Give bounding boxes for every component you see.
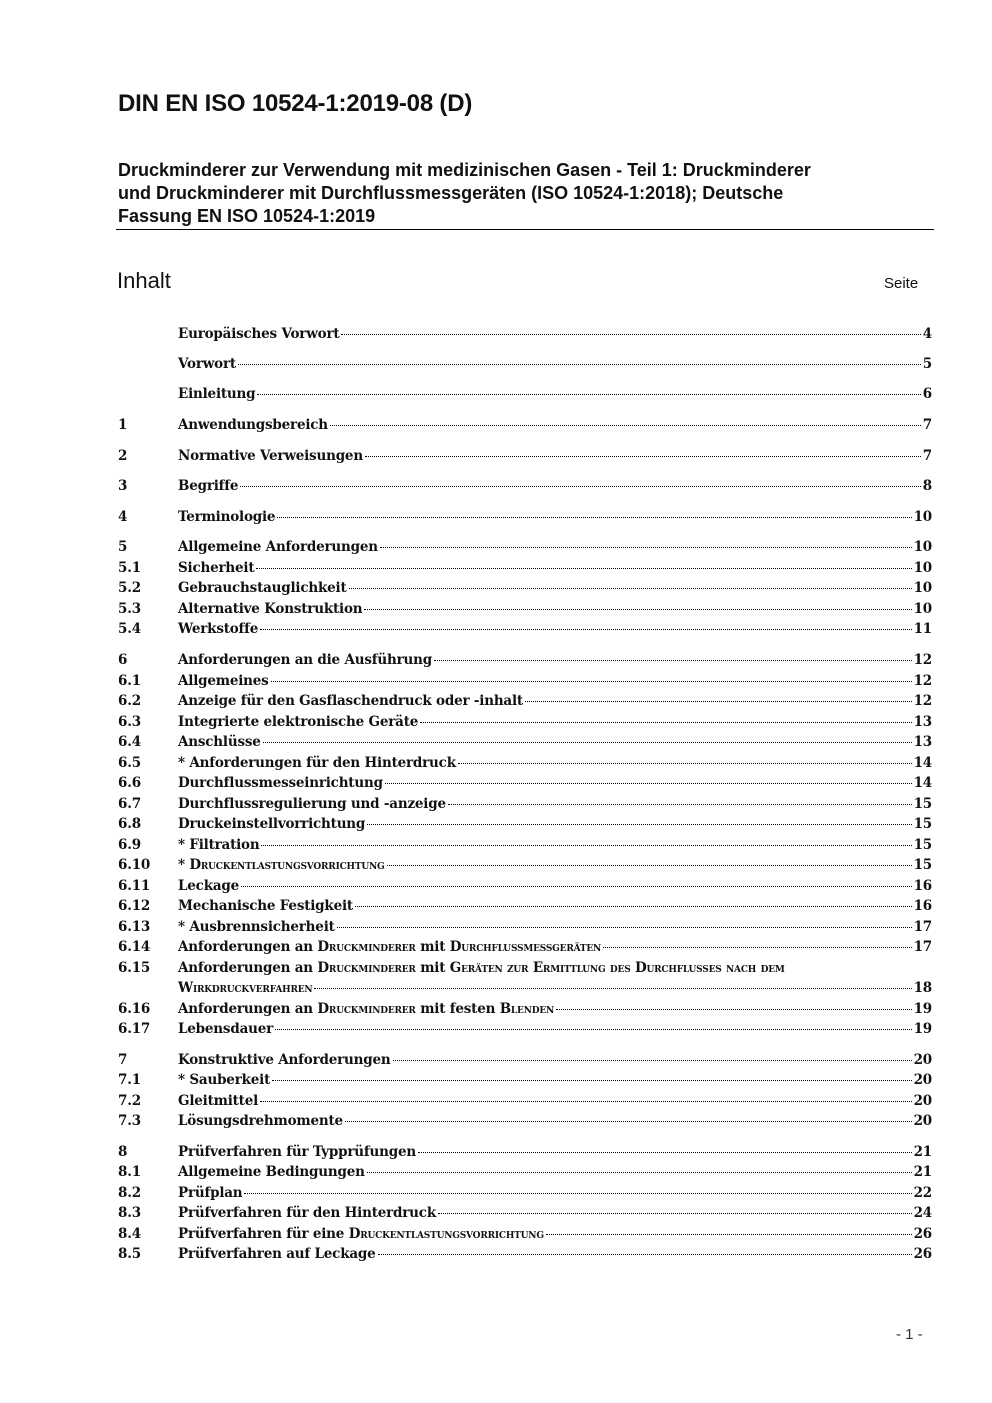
toc-entry[interactable] <box>118 356 932 376</box>
toc-entry[interactable] <box>118 1021 932 1041</box>
toc-leader-dots <box>387 865 912 866</box>
toc-entry-number: 6.17 <box>118 1021 151 1037</box>
toc-entry[interactable] <box>118 1001 932 1021</box>
toc-entry-page: 20 <box>913 1093 932 1109</box>
toc-entry-title: Alternative Konstruktion <box>178 601 363 617</box>
toc-leader-dots <box>272 1080 911 1081</box>
toc-entry[interactable] <box>118 919 932 939</box>
toc-leader-dots <box>241 886 912 887</box>
toc-entry[interactable] <box>118 837 932 857</box>
toc-entry[interactable] <box>118 509 932 529</box>
toc-entry-number: 6.12 <box>118 898 151 914</box>
toc-leader-dots <box>314 988 911 989</box>
toc-leader-dots <box>556 1009 912 1010</box>
toc-leader-dots <box>364 609 911 610</box>
toc-leader-dots <box>238 364 921 365</box>
toc-leader-dots <box>448 804 912 805</box>
toc-entry-page: 21 <box>913 1164 932 1180</box>
toc-entry-number: 8.5 <box>118 1246 141 1262</box>
toc-leader-dots <box>367 824 911 825</box>
toc-entry[interactable] <box>118 1144 932 1164</box>
toc-entry-number: 7 <box>118 1052 128 1068</box>
toc-entry-title: Terminologie <box>178 509 276 525</box>
toc-entry-title: * Sauberkeit <box>178 1072 271 1088</box>
toc-entry-page: 15 <box>913 816 932 832</box>
toc-entry-number: 8 <box>118 1144 128 1160</box>
toc-entry-title: Allgemeine Anforderungen <box>178 539 378 555</box>
toc-leader-dots <box>385 783 912 784</box>
toc-entry-title: Durchflussregulierung und -anzeige <box>178 796 446 812</box>
toc-entry[interactable] <box>118 1185 932 1205</box>
toc-entry-page: 22 <box>913 1185 932 1201</box>
document-subtitle <box>118 159 918 228</box>
toc-entry-page: 20 <box>913 1052 932 1068</box>
document-title: DIN EN ISO 10524-1:2019-08 (D) <box>118 90 473 117</box>
toc-entry-title: Prüfverfahren auf Leckage <box>178 1246 376 1262</box>
toc-entry[interactable] <box>118 580 932 600</box>
toc-entry-title: Anschlüsse <box>178 734 261 750</box>
toc-leader-dots <box>244 1193 911 1194</box>
toc-leader-dots <box>546 1234 912 1235</box>
toc-entry-title: Anforderungen an Druckminderer mit Durchflussmessgeräten <box>178 939 602 955</box>
toc-entry-page: 17 <box>913 939 932 955</box>
toc-entry[interactable] <box>118 714 932 734</box>
toc-entry-page: 15 <box>913 857 932 873</box>
toc-entry-title: Anforderungen an Druckminderer mit festen Blenden <box>178 1001 555 1017</box>
toc-leader-dots <box>345 1121 912 1122</box>
toc-entry[interactable] <box>118 1164 932 1184</box>
toc-entry-page: 26 <box>913 1246 932 1262</box>
toc-leader-dots <box>355 906 912 907</box>
toc-leader-dots <box>438 1213 912 1214</box>
toc-heading: Inhalt <box>117 268 171 293</box>
toc-entry-page: 12 <box>913 693 932 709</box>
toc-entry-page: 21 <box>913 1144 932 1160</box>
toc-leader-dots <box>393 1060 912 1061</box>
toc-entry[interactable] <box>118 652 932 672</box>
toc-entry[interactable] <box>118 417 932 437</box>
toc-leader-dots <box>330 425 921 426</box>
toc-entry[interactable] <box>118 857 932 877</box>
toc-entry[interactable] <box>118 1205 932 1225</box>
toc-entry-number: 6.9 <box>118 837 141 853</box>
toc-entry-page: 19 <box>913 1021 932 1037</box>
toc-entry[interactable] <box>118 775 932 795</box>
toc-entry-number: 6.5 <box>118 755 141 771</box>
toc-entry-page: 8 <box>922 478 932 494</box>
toc-entry[interactable] <box>118 693 932 713</box>
toc-entry-page: 10 <box>913 601 932 617</box>
subtitle-line: Fassung EN ISO 10524-1:2019 <box>118 206 376 226</box>
toc-leader-dots <box>367 1172 912 1173</box>
toc-entry-continuation[interactable] <box>178 980 932 1000</box>
toc-entry[interactable] <box>118 1113 932 1133</box>
toc-entry-page: 13 <box>913 734 932 750</box>
toc-entry-page: 17 <box>913 919 932 935</box>
toc-entry-page: 16 <box>913 898 932 914</box>
toc-entry-title: Sicherheit <box>178 560 255 576</box>
toc-entry-number: 2 <box>118 448 128 464</box>
title-divider <box>116 229 934 230</box>
toc-leader-dots <box>260 1101 912 1102</box>
toc-entry-title: Anforderungen an die Ausführung <box>178 652 432 668</box>
toc-leader-dots <box>261 845 911 846</box>
toc-entry[interactable] <box>118 878 932 898</box>
toc-entry-title: Prüfplan <box>178 1185 243 1201</box>
toc-entry-number: 6.6 <box>118 775 141 791</box>
toc-leader-dots <box>434 660 912 661</box>
toc-entry-number: 5 <box>118 539 128 555</box>
toc-entry-title: Vorwort <box>178 356 236 372</box>
toc-entry-number: 5.3 <box>118 601 141 617</box>
toc-entry-number: 6.16 <box>118 1001 151 1017</box>
toc-entry-page: 10 <box>913 509 932 525</box>
toc-leader-dots <box>275 1029 912 1030</box>
toc-entry[interactable] <box>118 386 932 406</box>
toc-entry-page: 19 <box>913 1001 932 1017</box>
toc-entry-title: Lebensdauer <box>178 1021 274 1037</box>
toc-entry-title: Normative Verweisungen <box>178 448 363 464</box>
toc-entry-page: 10 <box>913 560 932 576</box>
toc-entry-title: Leckage <box>178 878 240 894</box>
toc-leader-dots <box>458 763 912 764</box>
toc-entry-title: Wirkdruckverfahren <box>178 980 313 996</box>
toc-entry-number: 7.1 <box>118 1072 141 1088</box>
toc-entry-title: Begriffe <box>178 478 239 494</box>
toc-entry-page: 15 <box>913 837 932 853</box>
toc-entry-number: 6.15 <box>118 960 151 976</box>
toc-entry-title: * Ausbrennsicherheit <box>178 919 335 935</box>
toc-leader-dots <box>257 394 920 395</box>
toc-entry-title: Anzeige für den Gasflaschendruck oder -inhalt <box>178 693 523 709</box>
toc-entry[interactable] <box>118 621 932 641</box>
toc-entry-title: Durchflussmesseinrichtung <box>178 775 383 791</box>
toc-entry-number: 1 <box>118 417 128 433</box>
toc-entry-page: 14 <box>913 775 932 791</box>
toc-entry[interactable] <box>118 1093 932 1113</box>
toc-entry[interactable] <box>118 601 932 621</box>
toc-leader-dots <box>271 681 912 682</box>
toc-entry-title: * Anforderungen für den Hinterdruck <box>178 755 456 771</box>
toc-entry[interactable] <box>118 796 932 816</box>
toc-entry[interactable] <box>118 939 932 959</box>
toc-entry-title: Anwendungsbereich <box>178 417 328 433</box>
toc-entry-number: 6.13 <box>118 919 151 935</box>
toc-leader-dots <box>277 517 911 518</box>
toc-entry-number: 6.3 <box>118 714 141 730</box>
toc-entry[interactable] <box>118 539 932 559</box>
subtitle-line: Druckminderer zur Verwendung mit medizinischen Gasen - Teil 1: Druckminderer <box>118 160 811 180</box>
toc-leader-dots <box>418 1152 912 1153</box>
toc-entry-page: 26 <box>913 1226 932 1242</box>
toc-entry-title: Werkstoffe <box>178 621 259 637</box>
toc-entry-page: 15 <box>913 796 932 812</box>
toc-entry-page: 24 <box>913 1205 932 1221</box>
toc-entry-number: 3 <box>118 478 128 494</box>
toc-entry-number: 7.2 <box>118 1093 141 1109</box>
toc-entry[interactable] <box>118 560 932 580</box>
toc-entry[interactable] <box>118 816 932 836</box>
toc-entry-title: Konstruktive Anforderungen <box>178 1052 391 1068</box>
toc-entry-title: Mechanische Festigkeit <box>178 898 353 914</box>
toc-entry-title: Einleitung <box>178 386 256 402</box>
toc-entry-number: 6.14 <box>118 939 151 955</box>
toc-entry-page: 12 <box>913 652 932 668</box>
toc-entry-number: 5.4 <box>118 621 141 637</box>
toc-leader-dots <box>341 334 920 335</box>
subtitle-line: und Druckminderer mit Durchflussmessgeräten (ISO 10524-1:2018); Deutsche <box>118 183 784 203</box>
toc-entry-page: 13 <box>913 714 932 730</box>
toc-entry[interactable] <box>118 1052 932 1072</box>
toc-entry-page: 7 <box>922 448 932 464</box>
toc-entry[interactable] <box>118 898 932 918</box>
toc-entry[interactable] <box>118 1246 932 1266</box>
toc-entry-title: Gebrauchstauglichkeit <box>178 580 347 596</box>
toc-entry-title: * Filtration <box>178 837 260 853</box>
toc-leader-dots <box>263 742 912 743</box>
toc-entry[interactable] <box>118 673 932 693</box>
toc-entry-title: Gleitmittel <box>178 1093 259 1109</box>
toc-entry-page: 7 <box>922 417 932 433</box>
toc-entry[interactable] <box>118 1072 932 1092</box>
toc-entry-title: Lösungsdrehmomente <box>178 1113 343 1129</box>
toc-entry-title: Prüfverfahren für den Hinterdruck <box>178 1205 436 1221</box>
toc-entry-title: * Druckentlastungsvorrichtung <box>178 857 385 873</box>
toc-entry-title: Anforderungen an Druckminderer mit Geräten zur Ermittlung des Durchflusses nach dem <box>178 960 785 976</box>
page-number: - 1 - <box>896 1326 923 1343</box>
toc-entry-page: 4 <box>922 326 932 342</box>
toc-entry-page: 10 <box>913 539 932 555</box>
toc-entry-number: 6.7 <box>118 796 141 812</box>
toc-entry-page: 10 <box>913 580 932 596</box>
toc-entry-number: 4 <box>118 509 128 525</box>
toc-entry-page: 20 <box>913 1072 932 1088</box>
page-column-label: Seite <box>884 275 919 292</box>
toc-leader-dots <box>603 947 912 948</box>
toc-entry[interactable] <box>118 326 932 346</box>
toc-entry[interactable] <box>118 755 932 775</box>
toc-entry-page: 18 <box>913 980 932 996</box>
toc-entry-page: 6 <box>922 386 932 402</box>
toc-entry-title: Prüfverfahren für eine Druckentlastungsvorrichtung <box>178 1226 544 1242</box>
toc-entry[interactable] <box>118 960 932 978</box>
toc-leader-dots <box>525 701 912 702</box>
toc-entry-page: 11 <box>913 621 932 637</box>
toc-entry-number: 6.11 <box>118 878 151 894</box>
toc-entry-number: 6.4 <box>118 734 141 750</box>
toc-entry-number: 6.10 <box>118 857 151 873</box>
toc-entry-number: 6.8 <box>118 816 141 832</box>
toc-entry-title: Prüfverfahren für Typprüfungen <box>178 1144 416 1160</box>
toc-leader-dots <box>260 629 911 630</box>
toc-entry-title: Allgemeine Bedingungen <box>178 1164 365 1180</box>
toc-entry-page: 16 <box>913 878 932 894</box>
toc-entry-title: Integrierte elektronische Geräte <box>178 714 419 730</box>
toc-leader-dots <box>349 588 912 589</box>
toc-entry[interactable] <box>118 734 932 754</box>
toc-entry-number: 5.1 <box>118 560 141 576</box>
toc-leader-dots <box>420 722 911 723</box>
toc-entry[interactable] <box>118 478 932 498</box>
toc-entry-number: 7.3 <box>118 1113 141 1129</box>
toc-entry-number: 6.1 <box>118 673 141 689</box>
toc-leader-dots <box>378 1254 912 1255</box>
toc-leader-dots <box>380 547 912 548</box>
toc-entry-number: 6 <box>118 652 128 668</box>
toc-entry-title: Druckeinstellvorrichtung <box>178 816 366 832</box>
toc-entry-page: 12 <box>913 673 932 689</box>
toc-entry-number: 8.3 <box>118 1205 141 1221</box>
toc-entry-title: Europäisches Vorwort <box>178 326 340 342</box>
toc-entry-number: 8.4 <box>118 1226 141 1242</box>
toc-entry-number: 6.2 <box>118 693 141 709</box>
toc-entry[interactable] <box>118 1226 932 1246</box>
toc-leader-dots <box>365 456 921 457</box>
toc-entry-number: 5.2 <box>118 580 141 596</box>
toc-entry-page: 20 <box>913 1113 932 1129</box>
toc-entry-number: 8.2 <box>118 1185 141 1201</box>
toc-entry-title: Allgemeines <box>178 673 269 689</box>
toc-entry-number: 8.1 <box>118 1164 141 1180</box>
toc-leader-dots <box>337 927 912 928</box>
toc-entry-page: 5 <box>922 356 932 372</box>
toc-leader-dots <box>256 568 911 569</box>
toc-entry-page: 14 <box>913 755 932 771</box>
toc-leader-dots <box>240 486 921 487</box>
toc-entry[interactable] <box>118 448 932 468</box>
